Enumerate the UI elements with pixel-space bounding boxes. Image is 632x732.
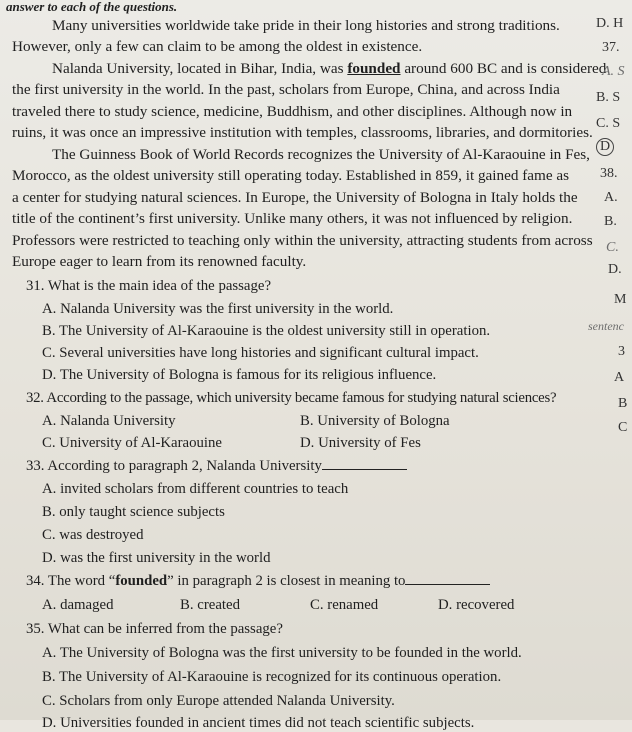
- question-34-stem: [26, 572, 490, 590]
- q32-option-a[interactable]: A. Nalanda University: [42, 413, 176, 429]
- question-35-stem: 35. What can be inferred from the passage?: [26, 621, 283, 637]
- margin-note: 37.: [602, 40, 620, 55]
- passage-line: traveled there to study science, medicine, Buddhism, and other disciplines. Although now in: [12, 103, 573, 120]
- q32-option-d[interactable]: D. University of Fes: [300, 435, 421, 451]
- margin-note: sentenc: [588, 319, 624, 333]
- q31-option-d[interactable]: D. The University of Bologna is famous for its religious influence.: [42, 367, 437, 383]
- q33-option-a[interactable]: A. invited scholars from different countries to teach: [42, 481, 349, 497]
- q34-stem-text: ” in paragraph 2 is closest in meaning to: [167, 573, 406, 589]
- question-31-stem: 31. What is the main idea of the passage?: [26, 278, 272, 294]
- passage-line: Professors were restricted to teaching only within the university, attracting students from across: [12, 232, 593, 249]
- passage-text: Nalanda University, located in Bihar, India, was: [52, 60, 344, 77]
- q31-option-a[interactable]: A. Nalanda University was the first university in the world.: [42, 301, 394, 317]
- q34-keyword: founded: [115, 573, 168, 589]
- margin-note: A: [614, 370, 625, 385]
- q35-option-c[interactable]: C. Scholars from only Europe attended Nalanda University.: [42, 693, 395, 709]
- margin-note: A. S: [602, 64, 625, 79]
- q34-option-c[interactable]: C. renamed: [310, 597, 379, 613]
- margin-note: M: [614, 292, 627, 307]
- passage-line: Morocco, as the oldest university still operating today. Established in 859, it gained fame as: [12, 167, 570, 184]
- passage-line: the first university in the world. In the past, scholars from Europe, China, and across India: [12, 81, 560, 98]
- margin-note: B: [618, 396, 628, 411]
- q33-option-c[interactable]: C. was destroyed: [42, 527, 144, 543]
- q35-option-a[interactable]: A. The University of Bologna was the first university to be founded in the world.: [42, 645, 522, 661]
- q35-option-b[interactable]: B. The University of Al-Karaouine is recognized for its continuous operation.: [42, 669, 502, 685]
- margin-note: 38.: [600, 166, 618, 181]
- passage-line: title of the continent’s first university. Unlike many others, it was not influenced by religion.: [12, 210, 573, 227]
- margin-note: D. H: [596, 16, 624, 31]
- q31-option-b[interactable]: B. The University of Al-Karaouine is the oldest university still in operation.: [42, 323, 491, 339]
- margin-note: C.: [606, 240, 619, 255]
- margin-note: B.: [604, 214, 617, 229]
- margin-note: B. S: [596, 90, 621, 105]
- keyword-founded: founded: [347, 60, 401, 77]
- margin-note: A.: [604, 190, 618, 205]
- passage-line: ruins, it was once an impressive institution with temples, classrooms, libraries, and dormitories.: [12, 124, 593, 141]
- margin-note: [596, 138, 614, 156]
- margin-note: C. S: [596, 116, 621, 131]
- answer-blank[interactable]: [405, 572, 490, 585]
- q33-option-b[interactable]: B. only taught science subjects: [42, 504, 225, 520]
- q34-option-d[interactable]: D. recovered: [438, 597, 515, 613]
- passage-text: around 600 BC and is considered: [404, 60, 607, 77]
- q32-option-b[interactable]: B. University of Bologna: [300, 413, 450, 429]
- margin-note: D.: [608, 262, 622, 277]
- q32-option-c[interactable]: C. University of Al-Karaouine: [42, 435, 222, 451]
- passage-line: However, only a few can claim to be among the oldest in existence.: [12, 38, 423, 55]
- passage-line: [52, 60, 606, 78]
- q31-option-c[interactable]: C. Several universities have long histories and significant cultural impact.: [42, 345, 479, 361]
- answer-blank[interactable]: [322, 457, 407, 470]
- q34-option-b[interactable]: B. created: [180, 597, 240, 613]
- margin-note: 3: [618, 344, 625, 359]
- q34-option-a[interactable]: A. damaged: [42, 597, 114, 613]
- q33-stem-text: 33. According to paragraph 2, Nalanda University: [26, 458, 322, 474]
- question-33-stem: [26, 457, 407, 475]
- q34-stem-text: 34. The word “: [26, 573, 116, 589]
- passage-line: The Guinness Book of World Records recognizes the University of Al-Karaouine in Fes,: [52, 146, 590, 163]
- passage-line: Many universities worldwide take pride in their long histories and strong traditions.: [52, 17, 560, 34]
- passage-line: a center for studying natural sciences. In Europe, the University of Bologna in Italy holds the: [12, 189, 578, 206]
- question-32-stem: 32. According to the passage, which university became famous for studying natural sciences?: [26, 390, 557, 406]
- margin-note: C: [618, 420, 628, 435]
- q35-option-d[interactable]: D. Universities founded in ancient times did not teach scientific subjects.: [42, 715, 475, 731]
- q33-option-d[interactable]: D. was the first university in the world: [42, 550, 271, 566]
- passage-line: Europe eager to learn from its renowned faculty.: [12, 253, 307, 270]
- circled-answer-icon: D: [596, 138, 614, 156]
- instruction-header: answer to each of the questions.: [6, 0, 178, 14]
